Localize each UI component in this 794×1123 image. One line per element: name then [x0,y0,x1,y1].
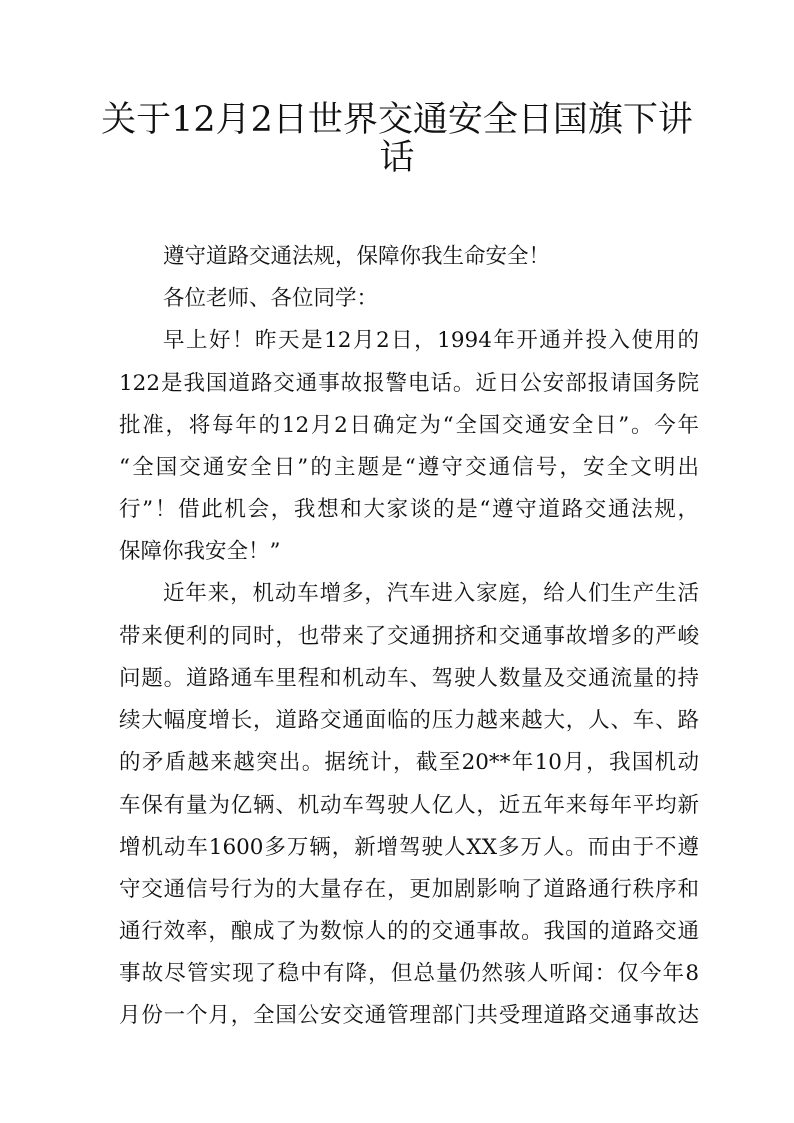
body-line: 守交通信号行为的大量存在，更加剧影响了道路通行秩序和 [119,877,699,902]
body-line: 通行效率，酿成了为数惊人的的交通事故。我国的道路交通 [119,919,699,944]
body-line: 122是我国道路交通事故报警电话。近日公安部报请国务院 [119,371,699,396]
body-line: 保障你我安全！” [119,539,281,564]
body-line: 事故尽管实现了稳中有降，但总量仍然骇人听闻：仅今年8 [119,961,699,986]
body-line: 车保有量为亿辆、机动车驾驶人亿人，近五年来每年平均新 [119,793,699,818]
body-line: “全国交通安全日”的主题是“遵守交通信号，安全文明出 [119,455,699,480]
body-line: 续大幅度增长，道路交通面临的压力越来越大，人、车、路 [119,708,699,733]
body-line: 增机动车1600多万辆，新增驾驶人XX多万人。而由于不遵 [119,835,699,860]
subtitle-line: 遵守道路交通法规，保障你我生命安全！ [163,244,551,269]
body-line: 行”！借此机会，我想和大家谈的是“遵守道路交通法规， [119,497,699,522]
body-line: 月份一个月，全国公安交通管理部门共受理道路交通事故达 [119,1003,699,1028]
document-title-line-2: 话 [379,138,415,178]
body-line: 近年来，机动车增多，汽车进入家庭，给人们生产生活 [163,581,699,606]
body-line: 早上好！昨天是12月2日，1994年开通并投入使用的 [163,328,699,353]
body-line: 带来便利的同时，也带来了交通拥挤和交通事故增多的严峻 [119,624,699,649]
body-line: 批准，将每年的12月2日确定为“全国交通安全日”。今年 [119,413,699,438]
body-line: 的矛盾越来越突出。据统计，截至20**年10月，我国机动 [119,750,699,775]
document-title-line-1: 关于12月2日世界交通安全日国旗下讲 [101,100,693,140]
body-line: 问题。道路通车里程和机动车、驾驶人数量及交通流量的持 [119,666,699,691]
salutation-line: 各位老师、各位同学： [163,286,379,311]
